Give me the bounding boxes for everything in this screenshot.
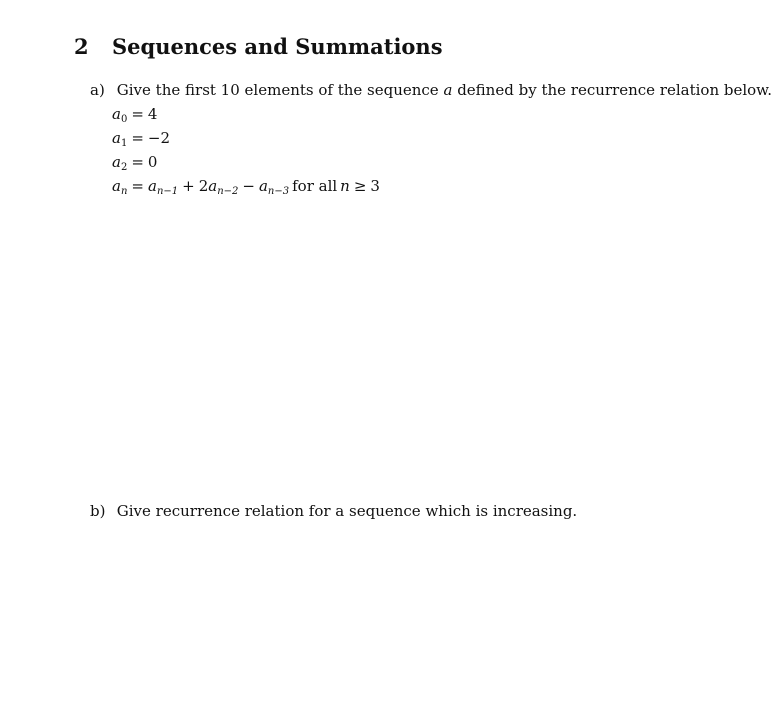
question-b [90,502,577,520]
plus-sign: + [182,177,195,195]
equation-a2-sub: 2 [120,162,128,173]
section-heading [74,34,443,59]
section-title: Sequences and Summations [112,34,443,59]
equation-a1-var: a [112,129,121,147]
equals-sign: = [131,129,144,147]
recurrence-equation [112,177,380,195]
recurrence-condition-var: n [340,177,350,195]
equation-a1-value: −2 [147,129,171,147]
equals-sign: = [131,105,144,123]
equation-a2-var: a [112,153,121,171]
equation-a0 [112,105,157,123]
equation-a1-sub: 1 [120,138,128,149]
section-number: 2 [74,34,89,59]
equation-a2 [112,153,157,171]
equation-a2-value: 0 [147,153,158,171]
recurrence-condition-text: for all [292,177,338,195]
question-b-text: Give recurrence relation for a sequence which is increasing. [116,502,578,520]
equation-a0-var: a [112,105,121,123]
question-a-text-after: defined by the recurrence relation below. [457,81,773,99]
question-a-sequence-variable: a [443,81,453,99]
equation-a0-value: 4 [147,105,158,123]
recurrence-condition-val: 3 [370,177,380,195]
recurrence-condition-op: ≥ [353,177,367,195]
recurrence-lhs-sub: n [120,186,128,197]
recurrence-term1-var: a [147,177,157,195]
recurrence-term2-var: a [208,177,218,195]
question-a [90,81,772,99]
recurrence-term2-sub: n−2 [217,186,239,197]
equation-a1 [112,129,170,147]
recurrence-term2-coef: 2 [198,177,209,195]
recurrence-term3-var: a [258,177,268,195]
minus-sign: − [242,177,255,195]
equals-sign: = [131,177,144,195]
equals-sign: = [131,153,144,171]
question-a-text-before: Give the first 10 elements of the sequence [116,81,439,99]
recurrence-lhs-var: a [112,177,121,195]
recurrence-term3-sub: n−3 [267,186,290,197]
equation-a0-sub: 0 [120,114,128,125]
question-a-label: a) [90,81,105,99]
recurrence-term1-sub: n−1 [156,186,179,197]
question-b-label: b) [90,502,106,520]
